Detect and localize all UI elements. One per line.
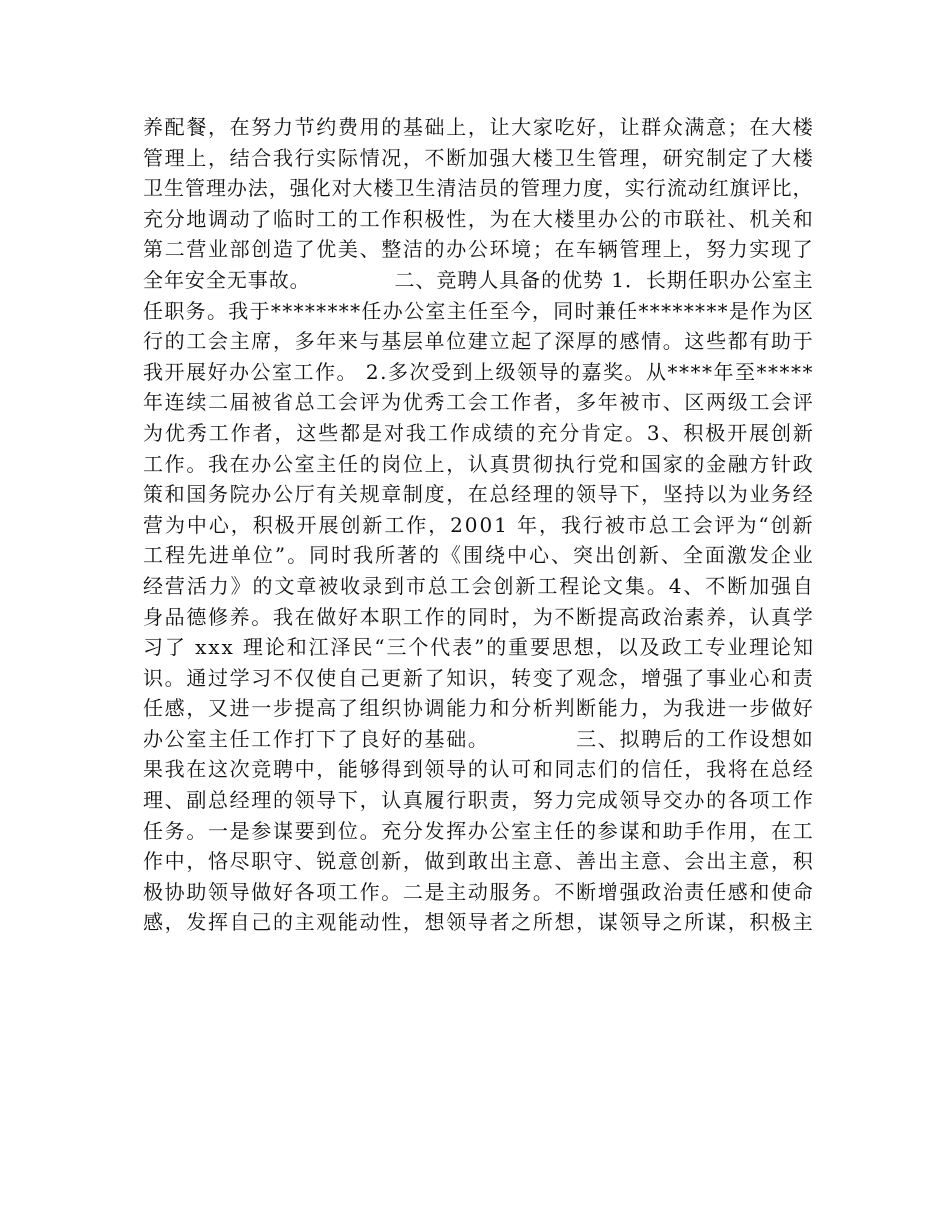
text-line: 感 ， 发 挥 自 己 的 主 观 能 动 性 ， 想 领 导 者 之 所 想 ， 谋 领 导 之 所 谋 ， 积 极 主 (143, 910, 813, 935)
text-line: 管 理 上 ， 结 合 我 行 实 际 情 况 ， 不 断 加 强 大 楼 卫 生 管 理 ， 研 究 制 定 了 大 楼 (143, 145, 813, 170)
text-line: 第 二 营 业 部 创 造 了 优 美 、 整 洁 的 办 公 环 境 ； 在 车 辆 管 理 上 ， 努 力 实 现 了 (143, 237, 813, 262)
text-line: 全 年 安 全 无 事 故 。 二 、 竞 聘 人 具 备 的 优 势 1 ． 长 期 任 职 办 公 室 主 (143, 267, 813, 292)
text-line: 卫 生 管 理 办 法 ， 强 化 对 大 楼 卫 生 清 洁 员 的 管 理 力 度 ， 实 行 流 动 红 旗 评 比 ， (143, 176, 813, 201)
text-line: 习 了 x x x 理 论 和 江 泽 民 “ 三 个 代 表 ” 的 重 要 思 想 ， 以 及 政 工 专 业 理 论 知 (143, 635, 813, 660)
text-line: 养 配 餐 ， 在 努 力 节 约 费 用 的 基 础 上 ， 让 大 家 吃 好 ， 让 群 众 满 意 ； 在 大 楼 (143, 115, 813, 139)
text-line: 极 协 助 领 导 做 好 各 项 工 作 。 二 是 主 动 服 务 。 不 断 增 强 政 治 责 任 感 和 使 命 (143, 879, 813, 904)
text-line: 充 分 地 调 动 了 临 时 工 的 工 作 积 极 性 ， 为 在 大 楼 里 办 公 的 市 联 社 、 机 关 和 (143, 206, 813, 231)
text-line: 我 开 展 好 办 公 室 工 作 。 2 . 多 次 受 到 上 级 领 导 的 嘉 奖 。 从 * * * * 年 至 * * * * * (143, 359, 813, 384)
text-line: 身 品 德 修 养 。 我 在 做 好 本 职 工 作 的 同 时 ， 为 不 断 提 高 政 治 素 养 ， 认 真 学 (143, 604, 813, 629)
text-line: 作 中 ， 恪 尽 职 守 、 锐 意 创 新 ， 做 到 敢 出 主 意 、 善 出 主 意 、 会 出 主 意 ， 积 (143, 849, 813, 874)
text-line: 识 。 通 过 学 习 不 仅 使 自 己 更 新 了 知 识 ， 转 变 了 观 念 ， 增 强 了 事 业 心 和 责 (143, 665, 813, 690)
text-line: 营 为 中 心 ， 积 极 开 展 创 新 工 作 ， 2 0 0 1 年 ， 我 行 被 市 总 工 会 评 为 “ 创 新 (143, 512, 813, 537)
text-line: 策 和 国 务 院 办 公 厅 有 关 规 章 制 度 ， 在 总 经 理 的 领 导 下 ， 坚 持 以 为 业 务 经 (143, 482, 813, 507)
text-line: 为 优 秀 工 作 者 ， 这 些 都 是 对 我 工 作 成 绩 的 充 分 肯 定 。 3 、 积 极 开 展 创 新 (143, 420, 813, 445)
text-line: 任 职 务 。 我 于 * * * * * * * * 任 办 公 室 主 任 至 今 ， 同 时 兼 任 * * * * * * * * 是 作 为 区 (143, 298, 813, 323)
document-body (143, 112, 813, 938)
text-line: 经 营 活 力 》 的 文 章 被 收 录 到 市 总 工 会 创 新 工 程 论 文 集 。 4 、 不 断 加 强 自 (143, 573, 813, 598)
text-line: 理 、 副 总 经 理 的 领 导 下 ， 认 真 履 行 职 责 ， 努 力 完 成 领 导 交 办 的 各 项 工 作 (143, 788, 813, 813)
text-line: 任 务 。 一 是 参 谋 要 到 位 。 充 分 发 挥 办 公 室 主 任 的 参 谋 和 助 手 作 用 ， 在 工 (143, 818, 813, 843)
text-line: 行 的 工 会 主 席 ， 多 年 来 与 基 层 单 位 建 立 起 了 深 厚 的 感 情 。 这 些 都 有 助 于 (143, 329, 813, 354)
text-line: 年 连 续 二 届 被 省 总 工 会 评 为 优 秀 工 会 工 作 者 ， 多 年 被 市 、 区 两 级 工 会 评 (143, 390, 813, 415)
text-line: 工 作 。 我 在 办 公 室 主 任 的 岗 位 上 ， 认 真 贯 彻 执 行 党 和 国 家 的 金 融 方 针 政 (143, 451, 813, 476)
text-line: 果 我 在 这 次 竞 聘 中 ， 能 够 得 到 领 导 的 认 可 和 同 志 们 的 信 任 ， 我 将 在 总 经 (143, 757, 813, 782)
text-line: 工 程 先 进 单 位 ” 。 同 时 我 所 著 的 《 围 绕 中 心 、 突 出 创 新 、 全 面 激 发 企 业 (143, 543, 813, 568)
text-line: 办 公 室 主 任 工 作 打 下 了 良 好 的 基 础 。 三 、 拟 聘 后 的 工 作 设 想 如 (143, 726, 813, 751)
text-line: 任 感 ， 又 进 一 步 提 高 了 组 织 协 调 能 力 和 分 析 判 断 能 力 ， 为 我 进 一 步 做 好 (143, 696, 813, 721)
